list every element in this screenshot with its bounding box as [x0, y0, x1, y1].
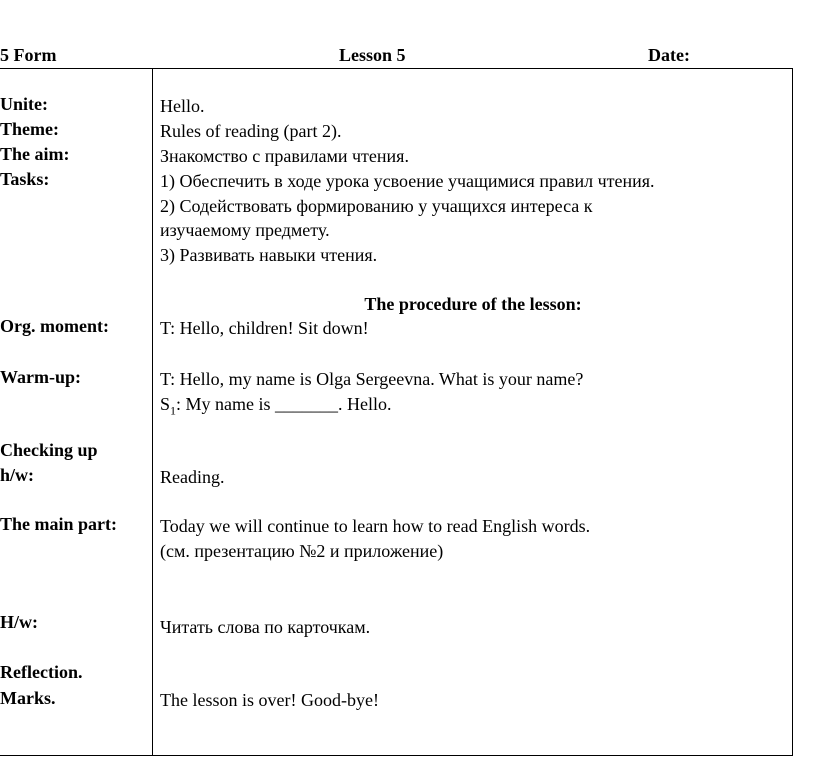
- label-tasks: Tasks:: [0, 169, 50, 189]
- content-task-2-line-2: изучаемому предмету.: [160, 220, 330, 240]
- label-marks: Marks.: [0, 688, 56, 708]
- label-aim: The aim:: [0, 144, 70, 164]
- content-checking: Reading.: [160, 467, 225, 487]
- lesson-label: Lesson 5: [339, 45, 406, 65]
- table-top-border: [0, 68, 793, 69]
- table-bottom-border: [0, 755, 793, 756]
- date-label: Date:: [648, 45, 690, 65]
- table-column-divider: [152, 68, 153, 756]
- form-label: 5 Form: [0, 45, 57, 65]
- table-right-border: [792, 68, 793, 756]
- content-main-line-2: (см. презентацию №2 и приложение): [160, 541, 444, 561]
- procedure-title: The procedure of the lesson:: [364, 294, 582, 314]
- content-reflection: The lesson is over! Good-bye!: [160, 690, 379, 710]
- label-theme: Theme:: [0, 119, 59, 139]
- content-org-moment: T: Hello, children! Sit down!: [160, 318, 369, 338]
- content-warm-up-line-2: [160, 392, 392, 416]
- label-checking-up: Checking up: [0, 440, 98, 460]
- content-warm-up-line-1: T: Hello, my name is Olga Sergeevna. What is your name?: [160, 369, 584, 389]
- label-unite: Unite:: [0, 94, 48, 114]
- label-org-moment: Org. moment:: [0, 316, 109, 336]
- content-main-line-1: Today we will continue to learn how to read English words.: [160, 516, 591, 536]
- content-unite: Hello.: [160, 96, 205, 116]
- content-task-2-line-1: 2) Содействовать формированию у учащихся интереса к: [160, 196, 593, 216]
- content-theme: Rules of reading (part 2).: [160, 121, 342, 141]
- warm-up-reply: : My name is _______. Hello.: [176, 394, 392, 414]
- content-task-1: 1) Обеспечить в ходе урока усвоение учащимися правил чтения.: [160, 171, 655, 191]
- label-main-part: The main part:: [0, 514, 117, 534]
- content-aim: Знакомство с правилами чтения.: [160, 146, 409, 166]
- label-warm-up: Warm-up:: [0, 367, 81, 387]
- label-reflection: Reflection.: [0, 662, 83, 682]
- label-checking-hw: h/w:: [0, 465, 35, 485]
- speaker-subscript: 1: [170, 403, 177, 418]
- content-task-3: 3) Развивать навыки чтения.: [160, 245, 378, 265]
- speaker-s: S: [160, 394, 171, 414]
- content-hw: Читать слова по карточкам.: [160, 617, 371, 637]
- label-hw: H/w:: [0, 612, 38, 632]
